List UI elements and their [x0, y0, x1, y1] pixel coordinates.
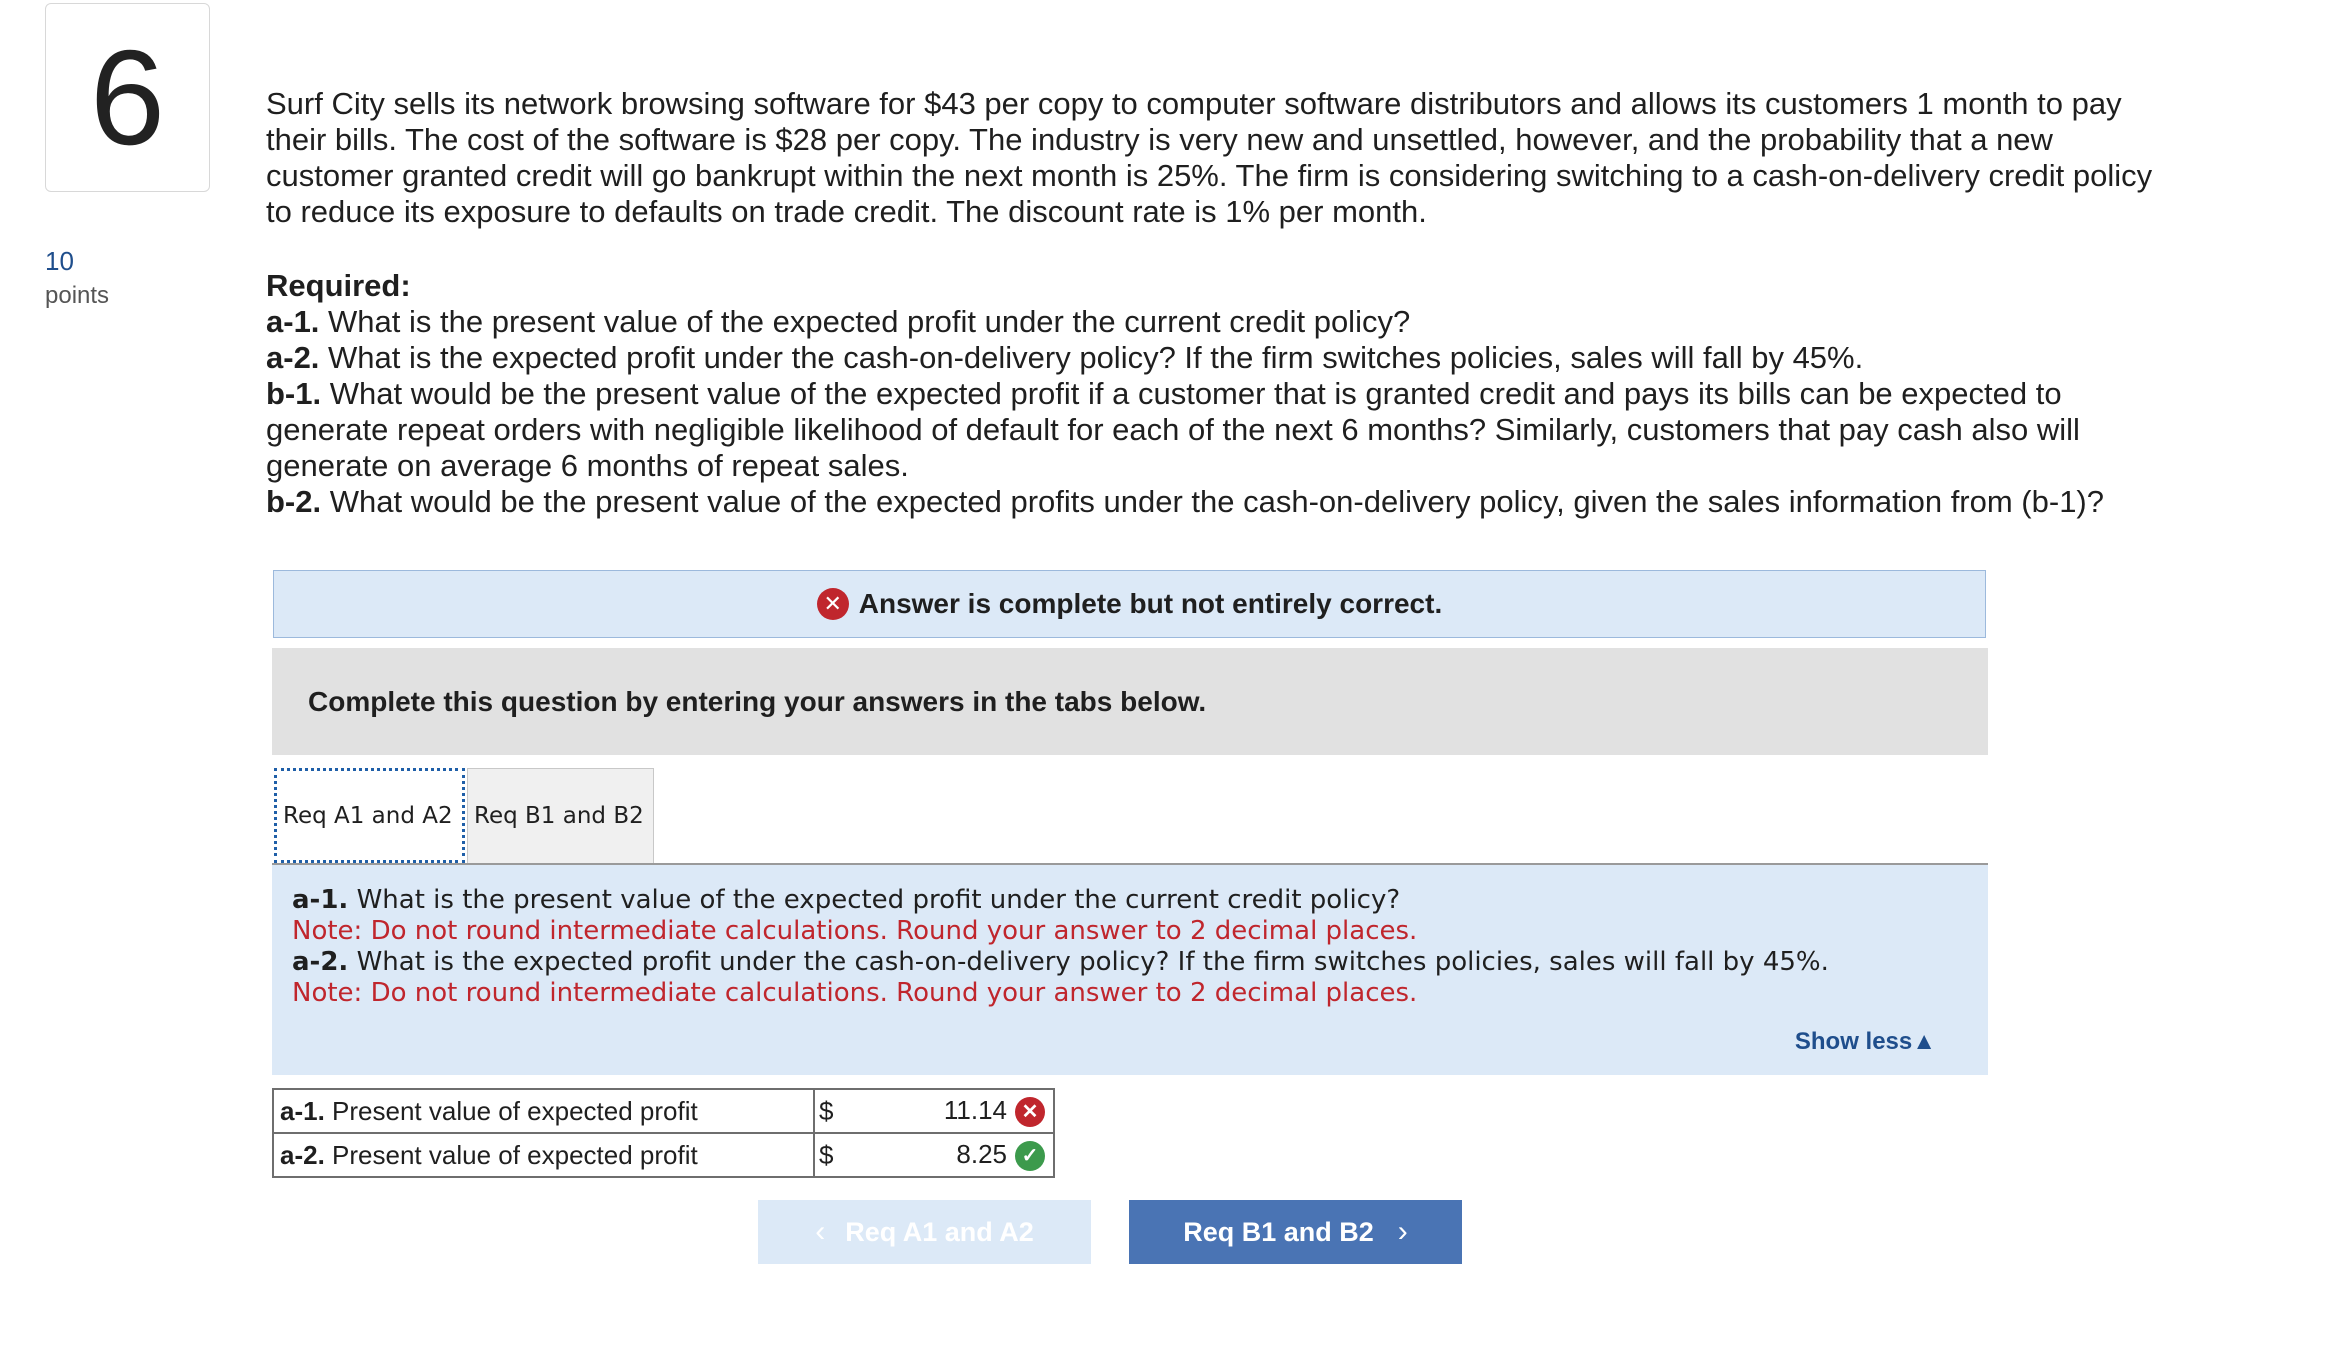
part-label: a-1.	[266, 304, 320, 339]
answer-value: 11.14	[943, 1094, 1007, 1125]
result-banner	[273, 570, 1986, 638]
part-text: What would be the present value of the expected profits under the cash-on-delivery policy, given the sales information from (b-1)?	[329, 484, 2105, 519]
tab-req-b1-b2[interactable]: Req B1 and B2	[467, 768, 654, 863]
required-part-b2	[266, 484, 2171, 520]
answer-input-a1[interactable]	[845, 1089, 1054, 1133]
a2-question	[292, 947, 1829, 978]
a2-label: a-2.	[292, 947, 349, 977]
currency-symbol: $	[814, 1133, 845, 1177]
answer-input-a2[interactable]	[845, 1133, 1054, 1177]
answer-table	[272, 1088, 1055, 1178]
row-text: Present value of expected profit	[332, 1095, 698, 1126]
instruction-box	[272, 648, 1988, 755]
a1-question	[292, 885, 1829, 916]
required-heading: Required:	[266, 268, 411, 303]
instruction-text: Complete this question by entering your answers in the tabs below.	[308, 685, 1207, 717]
correct-check-icon: ✓	[1015, 1141, 1045, 1171]
a2-note: Note: Do not round intermediate calculations. Round your answer to 2 decimal places.	[292, 978, 1418, 1008]
incorrect-x-icon: ✕	[1015, 1097, 1045, 1127]
chevron-right-icon: ›	[1397, 1215, 1408, 1248]
a1-text: What is the present value of the expected profit under the current credit policy?	[356, 885, 1401, 915]
show-less-link[interactable]	[1795, 1026, 1936, 1057]
triangle-up-icon: ▲	[1912, 1028, 1936, 1055]
part-label: b-2.	[266, 484, 322, 519]
points-value: 10	[45, 246, 74, 276]
tab-req-a1-a2[interactable]: Req A1 and A2	[274, 768, 465, 863]
result-banner-text: Answer is complete but not entirely correct.	[858, 588, 1443, 619]
chevron-left-icon: ‹	[815, 1215, 826, 1248]
required-part-b1	[266, 376, 2171, 484]
part-text: What is the expected profit under the cash-on-delivery policy? If the firm switches policies, sales will fall by 45%.	[328, 340, 1864, 375]
tab-panel-content	[292, 885, 1829, 1009]
part-text: What is the present value of the expected profit under the current credit policy?	[328, 304, 1411, 339]
tab-panel	[272, 865, 1988, 1075]
answer-label-a1	[273, 1089, 814, 1133]
a1-label: a-1.	[292, 885, 349, 915]
required-part-a2	[266, 340, 2171, 376]
part-label: a-2.	[266, 340, 320, 375]
row-text: Present value of expected profit	[332, 1139, 698, 1170]
prev-tab-label: Req A1 and A2	[845, 1216, 1034, 1247]
points-label: points	[45, 282, 110, 309]
show-less-text: Show less	[1794, 1028, 1913, 1055]
question-text-block	[266, 86, 2171, 520]
answer-value: 8.25	[956, 1138, 1007, 1169]
row-label: a-1.	[280, 1095, 325, 1126]
question-paragraph: Surf City sells its network browsing software for $43 per copy to computer software distributors and allows its customers 1 month to pay their bills. The cost of the software is $28 per copy. The industry is very new and unsettled, however, and the probability that a new customer granted credit will go bankrupt within the next month is 25%. The firm is considering switching to a cash-on-delivery credit policy to reduce its exposure to defaults on trade credit. The discount rate is 1% per month.	[266, 86, 2153, 229]
next-tab-button[interactable]	[1129, 1200, 1462, 1264]
required-part-a1	[266, 304, 2171, 340]
table-row	[273, 1133, 1054, 1177]
currency-symbol: $	[814, 1089, 845, 1133]
question-number: 6	[45, 3, 210, 192]
a1-note: Note: Do not round intermediate calculations. Round your answer to 2 decimal places.	[292, 916, 1418, 946]
a2-text: What is the expected profit under the cash-on-delivery policy? If the firm switches policies, sales will fall by 45%.	[356, 947, 1829, 977]
part-label: b-1.	[266, 376, 322, 411]
row-label: a-2.	[280, 1139, 325, 1170]
answer-label-a2	[273, 1133, 814, 1177]
prev-tab-button[interactable]	[758, 1200, 1091, 1264]
next-tab-label: Req B1 and B2	[1183, 1216, 1374, 1247]
x-circle-icon: ✕	[817, 588, 849, 620]
table-row	[273, 1089, 1054, 1133]
part-text: What would be the present value of the expected profit if a customer that is granted credit and pays its bills can be expected to generate repeat orders with negligible likelihood of default for each of the next 6 months? Similarly, customers that pay cash also will generate on average 6 months of repeat sales.	[266, 376, 2080, 483]
